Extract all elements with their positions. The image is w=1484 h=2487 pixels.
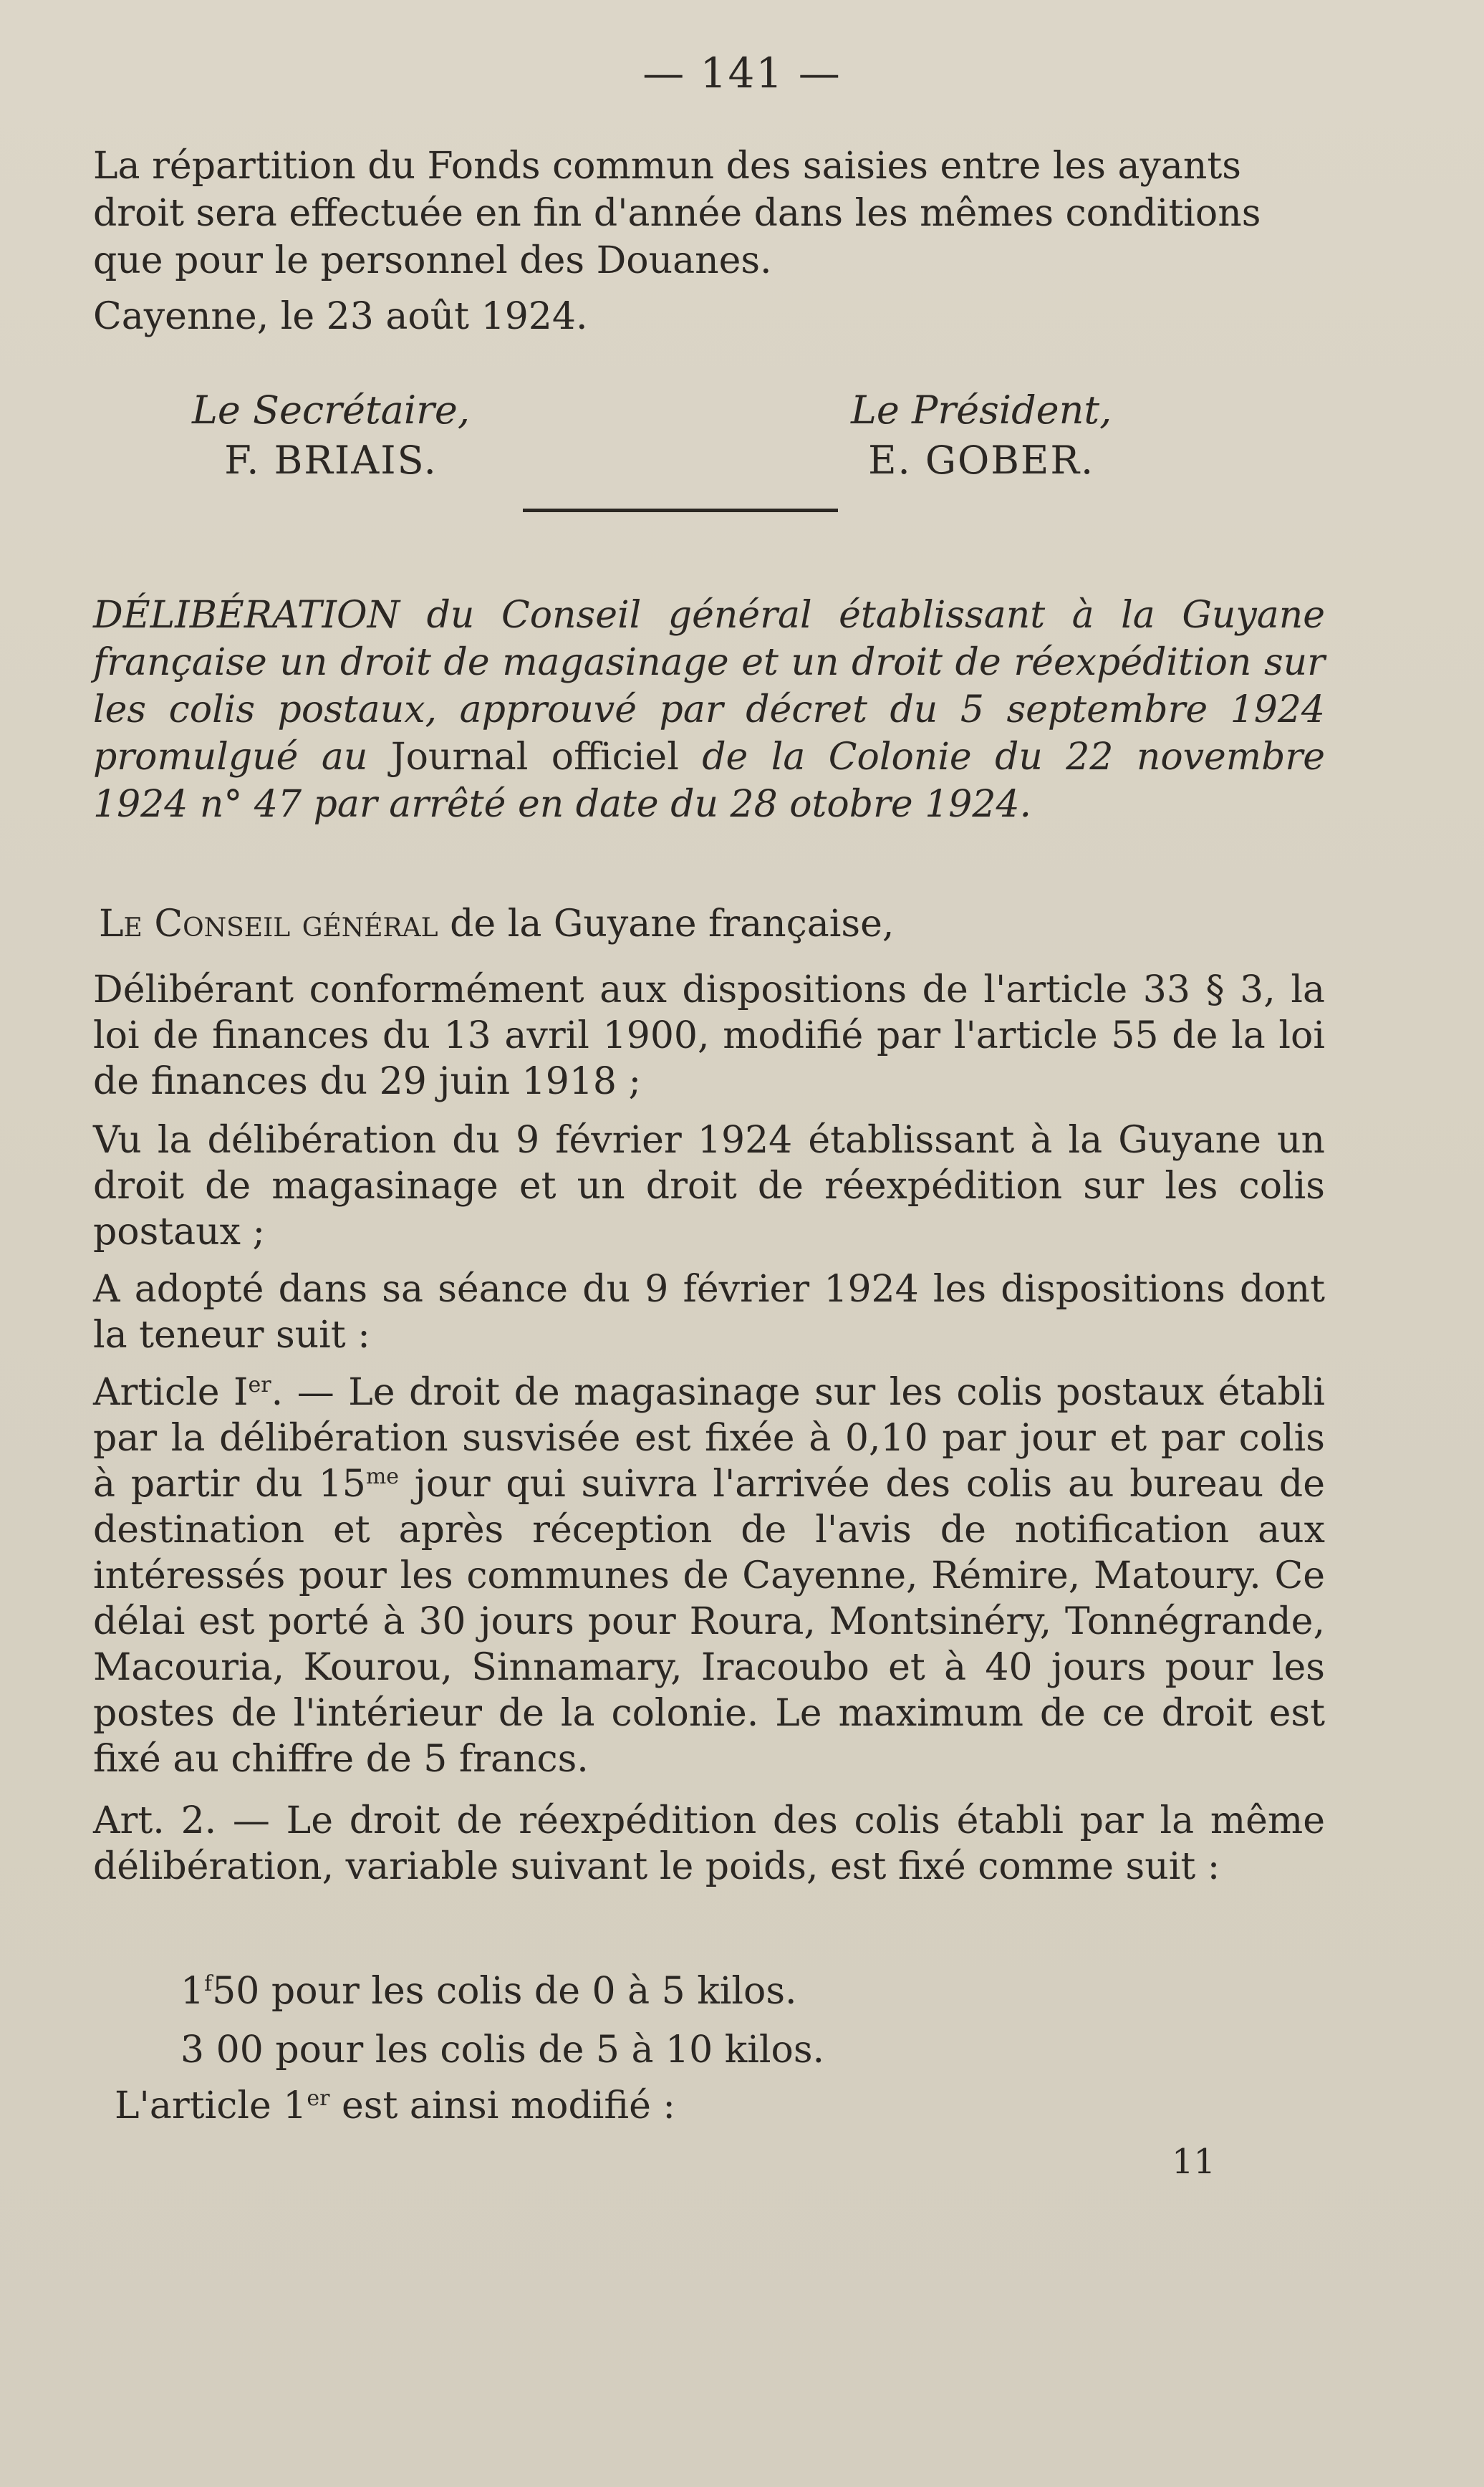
article-2: Art. 2. — Le droit de réexpédition des colis établi par la même délibération, variable suivant le poids, est fixé comme suit : xyxy=(93,1799,1325,1888)
tariff-1-amount-rest: 50 xyxy=(212,1970,260,2013)
signature-left-role: Le Secrétaire, xyxy=(192,388,471,433)
deliberation-title xyxy=(93,592,1325,828)
signature-right-name: E. GOBER. xyxy=(868,438,1095,483)
deliberation-title-part2: de la Colonie du 22 novembre 1924 n° 47 par arrêté en date du 28 otobre 1924. xyxy=(93,736,1326,826)
article-1-sup2: me xyxy=(365,1464,400,1489)
deliberation-title-part1: DÉLIBÉRATION du Conseil général établissant à la Guyane française un droit de magasinage et un droit de réexpédition sur les colis postaux, approuvé par décret du 5 septembre 1924 promulgué au xyxy=(93,594,1325,779)
conseil-smallcaps: Le Conseil général xyxy=(99,903,438,946)
article-1 xyxy=(93,1370,1325,1782)
signature-right xyxy=(851,385,1112,486)
intro-line-3: que pour le personnel des Douanes. xyxy=(93,239,772,282)
tariff-1-text: pour les colis de 0 à 5 kilos. xyxy=(271,1970,797,2013)
conseil-line xyxy=(99,901,1331,947)
signature-right-role: Le Président, xyxy=(851,388,1112,433)
section-divider xyxy=(523,509,838,512)
signature-left-name: F. BRIAIS. xyxy=(224,438,438,483)
tariff-2-text: pour les colis de 5 à 10 kilos. xyxy=(275,2029,825,2072)
page-header: — 141 — xyxy=(642,49,842,97)
closing-sup: er xyxy=(307,2086,330,2111)
article-1-text: . — Le droit de magasinage sur les colis postaux établi par la délibération susvisée est fixée à 0,10 par jour et par colis à partir du 15 xyxy=(93,1371,1325,1506)
journal-word: Journal xyxy=(390,736,529,779)
tariff-1-amount: 1 xyxy=(180,1970,205,2013)
closing-post: est ainsi modifié : xyxy=(329,2084,675,2127)
tariff-row-2 xyxy=(180,2027,1412,2073)
closing-line xyxy=(115,2083,1346,2129)
officiel-word: officiel xyxy=(551,736,679,779)
para-adopte: A adopté dans sa séance du 9 février 1924 les dispositions dont la teneur suit : xyxy=(93,1268,1325,1357)
article-1-sup: er xyxy=(248,1372,271,1398)
place-date: Cayenne, le 23 août 1924. xyxy=(93,295,588,338)
tariff-row-1 xyxy=(180,1968,1412,2014)
intro-line-2: droit sera effectuée en fin d'année dans les mêmes conditions xyxy=(93,192,1261,235)
tariff-1-sup: f xyxy=(204,1971,213,1996)
closing-pre: L'article 1 xyxy=(115,2084,307,2127)
sheet-number: 11 xyxy=(1172,2142,1216,2182)
para-vu: Vu la délibération du 9 février 1924 établissant à la Guyane un droit de magasinage et un droit de réexpédition sur les colis postaux ; xyxy=(93,1119,1325,1254)
intro-line-1: La répartition du Fonds commun des saisies entre les ayants xyxy=(93,145,1241,188)
article-1-label: Article I xyxy=(93,1371,249,1414)
tariff-2-amount: 3 00 xyxy=(180,2029,264,2072)
conseil-rest: de la Guyane française, xyxy=(438,903,895,946)
para-deliberant: Délibérant conformément aux dispositions de l'article 33 § 3, la loi de finances du 13 avril 1900, modifié par l'article 55 de la loi de finances du 29 juin 1918 ; xyxy=(93,968,1325,1103)
article-1-text2: jour qui suivra l'arrivée des colis au bureau de destination et après réception de l'avis de notification aux intéressés pour les communes de Cayenne, Rémire, Matoury. Ce délai est porté à 30 jours pour Roura, Montsinéry, Tonnégrande, Macouria, Kourou, Sinnamary, Iracoubo et à 40 jours pour les postes de l'intérieur de la colonie. Le maximum de ce droit est fixé au chiffre de 5 francs. xyxy=(93,1463,1325,1781)
signature-left xyxy=(192,385,470,486)
